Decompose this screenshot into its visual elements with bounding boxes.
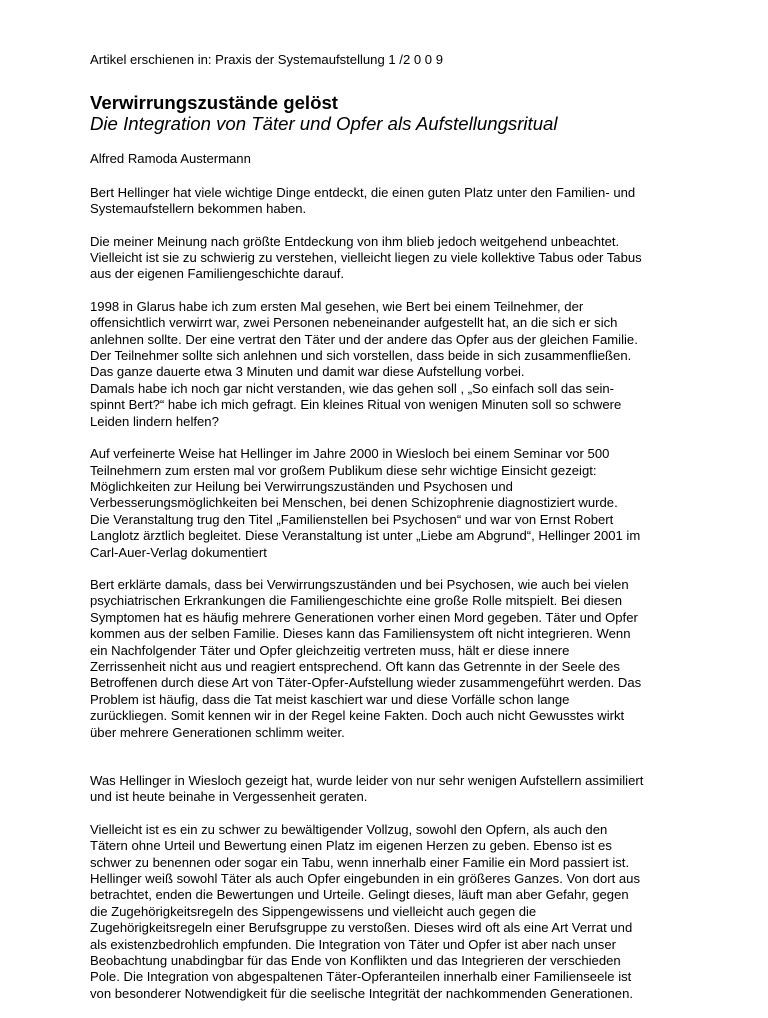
text-line: Das ganze dauerte etwa 3 Minuten und damit war diese Aufstellung vorbei. [90,364,525,380]
text-line: 1998 in Glarus habe ich zum ersten Mal gesehen, wie Bert bei einem Teilnehmer, der [90,298,584,314]
body-paragraph [90,822,690,1002]
text-line: offensichtlich verwirrt war, zwei Personen nebeneinander aufgestellt hat, an die sich er sich [90,315,618,331]
text-line: Problem ist häufig, dass die Tat meist kaschiert war und diese Vorfälle schon lange [90,691,570,707]
body-paragraph [90,446,690,561]
article-title: Verwirrungszustände gelöst [90,92,338,114]
article-body [90,185,690,1002]
text-line: Der Teilnehmer sollte sich anlehnen und sich vorstellen, dass beide in sich zusammenfließen. [90,348,632,364]
text-line: Möglichkeiten zur Heilung bei Verwirrungszuständen und Psychosen und [90,478,513,494]
text-line: psychiatrischen Erkrankungen die Familiengeschichte eine große Rolle mitspielt. Bei diesen [90,593,623,609]
text-line: Beobachtung unabdingbar für das Ende von Konflikten und das Integrieren der verschieden [90,953,621,969]
text-line: Die meiner Meinung nach größte Entdeckung von ihm blieb jedoch weitgehend unbeachtet. [90,233,620,249]
body-paragraph [90,299,690,430]
text-line: Teilnehmern zum ersten mal vor großem Publikum diese sehr wichtige Einsicht gezeigt: [90,462,597,478]
body-paragraph [90,234,690,283]
text-line: als existenzbedrohlich empfunden. Die Integration von Täter und Opfer ist aber nach unser [90,936,617,952]
text-line: Zerrissenheit nicht aus und reagiert entsprechend. Oft kann das Getrennte in der Seele des [90,658,620,674]
text-line: Auf verfeinerte Weise hat Hellinger im Jahre 2000 in Wiesloch bei einem Seminar vor 500 [90,446,610,462]
text-line: Vielleicht ist es ein zu schwer zu bewältigender Vollzug, sowohl den Opfern, als auch den [90,821,608,837]
body-paragraph [90,577,690,741]
text-line: Hellinger weiß sowohl Täter als auch Opfer eingebunden in ein größeres Ganzes. Von dort aus [90,871,641,887]
text-line: Betroffenen durch diese Art von Täter-Opfer-Aufstellung wieder zusammengeführt werden. Das [90,675,642,691]
text-line: spinnt Bert?“ habe ich mich gefragt. Ein kleines Ritual von wenigen Minuten soll so schwere [90,397,622,413]
text-line: Langlotz ärztlich begleitet. Diese Veranstaltung ist unter „Liebe am Abgrund“, Hellinger 2001 im [90,528,641,544]
document-page [90,52,690,1018]
text-line: Tätern ohne Urteil und Bewertung einen Platz im eigenen Herzen zu geben. Ebenso ist es [90,838,612,854]
text-line: und ist heute beinahe in Vergessenheit geraten. [90,789,368,805]
text-line: Systemaufstellern bekommen haben. [90,201,307,217]
text-line: Pole. Die Integration von abgespaltenen Täter-Opferanteilen innerhalb einer Familienseele ist [90,969,632,985]
text-line: kommen aus der selben Familie. Dieses kann das Familiensystem oft nicht integrieren. Wenn [90,626,631,642]
text-line: Leiden lindern helfen? [90,413,219,429]
text-line: Vielleicht ist sie zu schwierig zu verstehen, vielleicht liegen zu viele kollektive Tabus oder Tabus [90,250,642,266]
text-line: Damals habe ich noch gar nicht verstanden, wie das gehen soll , „So einfach soll das sein- [90,380,615,396]
text-line: Zugehörigkeitsregeln einer Berufsgruppe zu verstoßen. Dieses wird oft als eine Art Verrat und [90,920,633,936]
text-line: von besonderer Notwendigkeit für die seelische Integrität der nachkommenden Generationen. [90,985,633,1001]
text-line: ein Nachfolgender Täter und Opfer gleichzeitig vertreten muss, hält er diese innere [90,642,570,658]
body-paragraph [90,185,690,218]
text-line: Symptomen hat es häufig mehrere Generationen vorher einen Mord gegeben. Täter und Opfer [90,609,638,625]
text-line: Bert erklärte damals, dass bei Verwirrungszuständen und bei Psychosen, wie auch bei vielen [90,576,629,592]
text-line: betrachtet, enden die Bewertungen und Urteile. Gelingt dieses, läuft man aber Gefahr, gegen [90,887,629,903]
body-paragraph [90,773,690,806]
text-line: Bert Hellinger hat viele wichtige Dinge entdeckt, die einen guten Platz unter den Familien- und [90,184,636,200]
text-line: Carl-Auer-Verlag dokumentiert [90,544,267,560]
text-line: aus der eigenen Familiengeschichte darauf. [90,266,345,282]
text-line: anlehnen sollte. Der eine vertrat den Täter und der andere das Opfer aus der gleichen Familie. [90,331,638,347]
text-line: zurückliegen. Somit kennen wir in der Regel keine Fakten. Doch auch nicht Gewusstes wirkt [90,708,625,724]
text-line: Verbesserungsmöglichkeiten bei Menschen, bei denen Schizophrenie diagnostiziert wurde. [90,495,618,511]
article-author: Alfred Ramoda Austermann [90,151,251,167]
text-line: Die Veranstaltung trug den Titel „Familienstellen bei Psychosen“ und war von Ernst Robert [90,511,614,527]
publication-note: Artikel erschienen in: Praxis der Systemaufstellung 1 /2 0 0 9 [90,52,443,67]
text-line: die Zugehörigkeitsregeln des Sippengewissens und vielleicht auch gegen die [90,903,537,919]
text-line: schwer zu benennen oder sogar ein Tabu, wenn innerhalb einer Familie ein Mord passiert ist. [90,854,630,870]
text-line: Was Hellinger in Wiesloch gezeigt hat, wurde leider von nur sehr wenigen Aufstellern assimiliert [90,773,644,788]
text-line: über mehrere Generationen schlimm weiter. [90,724,345,740]
article-subtitle: Die Integration von Täter und Opfer als Aufstellungsritual [90,113,558,135]
